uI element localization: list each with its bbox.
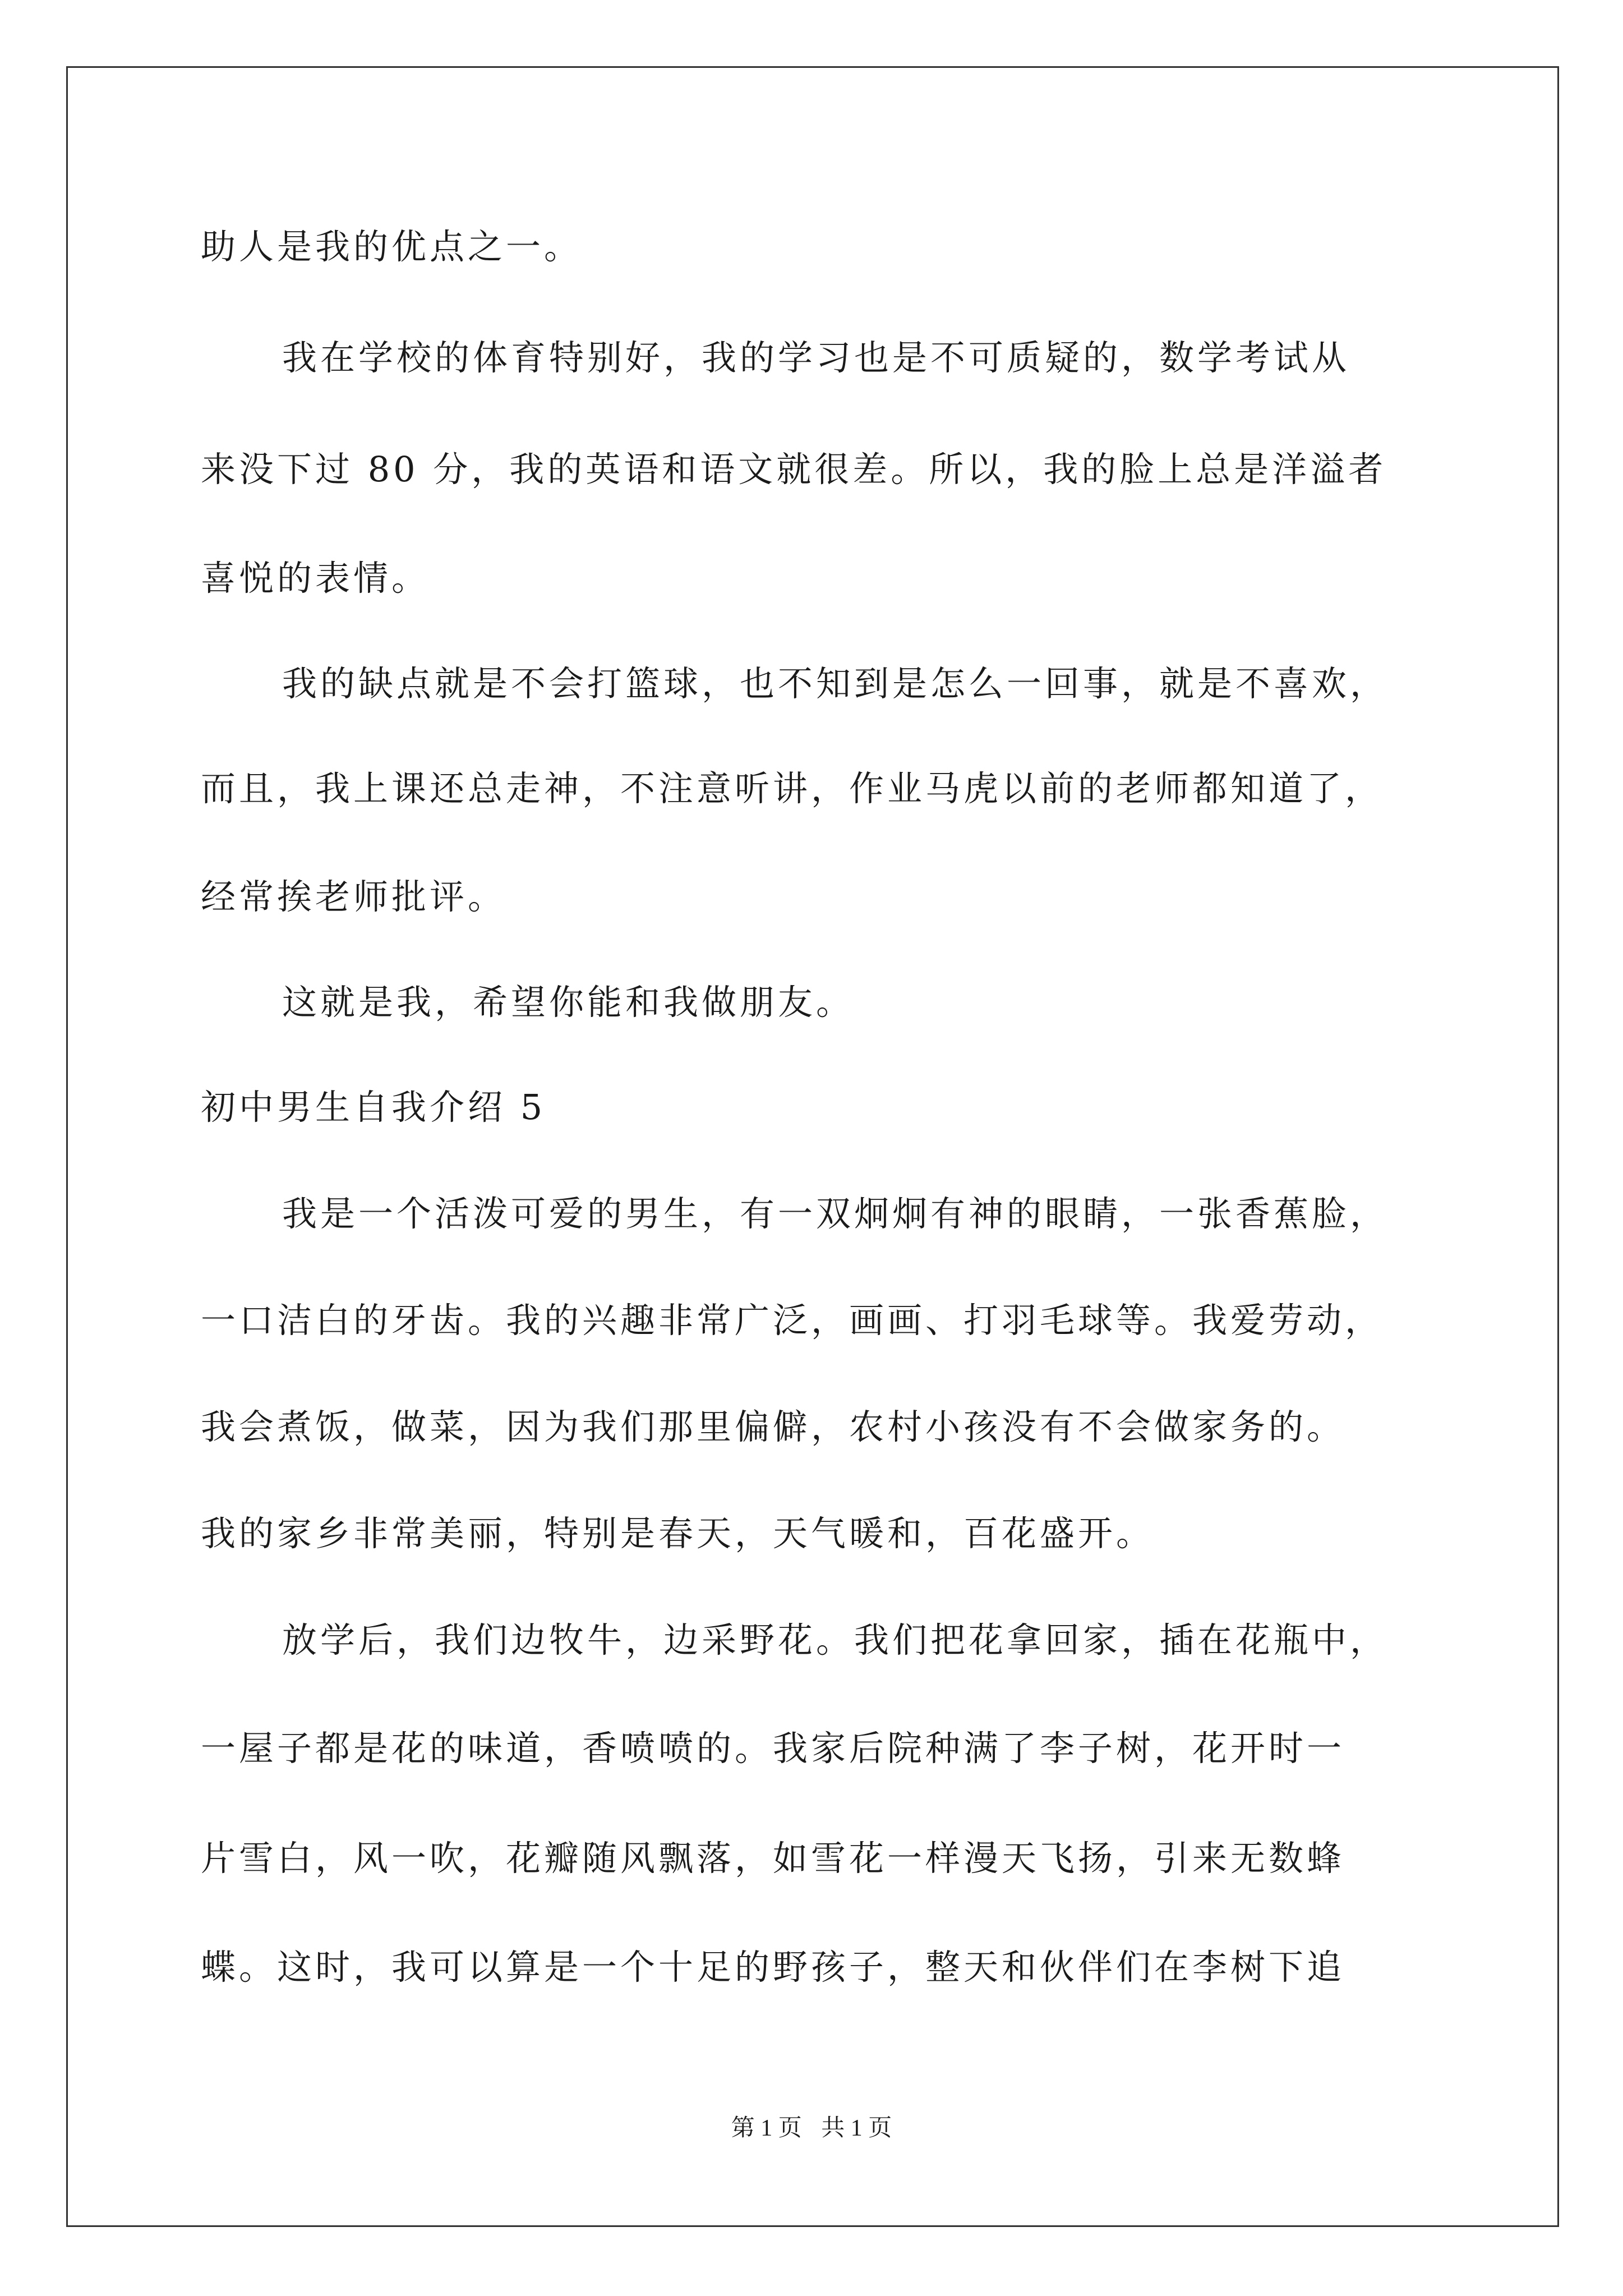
text-line: 一屋子都是花的味道，香喷喷的。我家后院种满了李子树，花开时一 <box>201 1728 1345 1769</box>
text-line: 我在学校的体育特别好，我的学习也是不可质疑的，数学考试从 <box>282 337 1350 378</box>
text-line: 片雪白，风一吹，花瓣随风飘落，如雪花一样漫天飞扬，引来无数蜂 <box>201 1838 1345 1879</box>
page-number: 第 1 页 <box>731 2115 802 2141</box>
text-line: 我是一个活泼可爱的男生，有一双炯炯有神的眼睛，一张香蕉脸， <box>282 1193 1389 1234</box>
text-line: 助人是我的优点之一。 <box>201 226 583 267</box>
text-line: 喜悦的表情。 <box>201 558 430 599</box>
page-frame <box>66 66 1559 2227</box>
text-line: 我的家乡非常美丽，特别是春天，天气暖和，百花盛开。 <box>201 1513 1155 1554</box>
text-line: 经常挨老师批评。 <box>201 876 506 917</box>
page-total: 共 1 页 <box>821 2115 892 2141</box>
text-line: 我会煮饭，做菜，因为我们那里偏僻，农村小孩没有不会做家务的。 <box>201 1406 1345 1447</box>
text-line: 这就是我，希望你能和我做朋友。 <box>282 982 855 1023</box>
text-line: 蝶。这时，我可以算是一个十足的野孩子，整天和伙伴们在李树下追 <box>201 1947 1345 1987</box>
section-heading: 初中男生自我介绍 5 <box>201 1087 546 1128</box>
text-line: 来没下过 80 分，我的英语和语文就很差。所以，我的脸上总是洋溢者 <box>201 449 1387 490</box>
text-line: 放学后，我们边牧牛，边采野花。我们把花拿回家，插在花瓶中， <box>282 1619 1389 1660</box>
page-footer <box>0 2109 1623 2143</box>
text-line: 而且，我上课还总走神，不注意听讲，作业马虎以前的老师都知道了， <box>201 768 1384 809</box>
text-line: 我的缺点就是不会打篮球，也不知到是怎么一回事，就是不喜欢， <box>282 663 1389 704</box>
text-line: 一口洁白的牙齿。我的兴趣非常广泛，画画、打羽毛球等。我爱劳动， <box>201 1300 1384 1341</box>
